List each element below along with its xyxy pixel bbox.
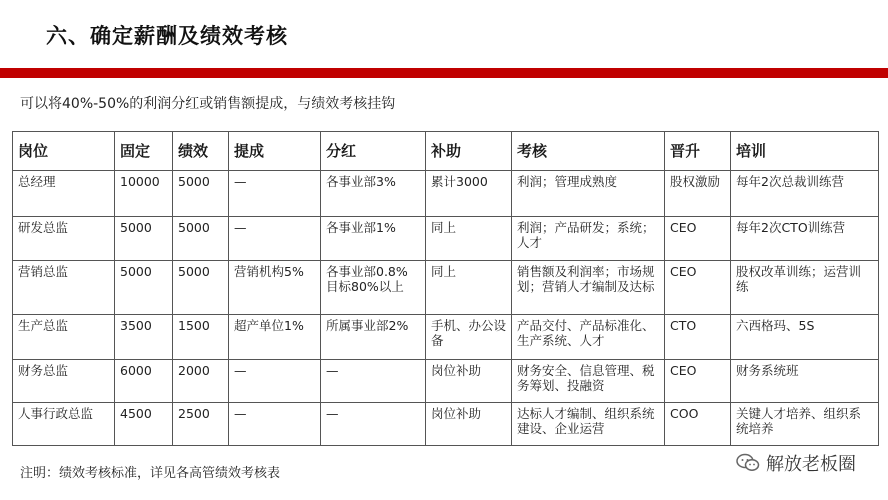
table-cell: 5000 [115,217,173,261]
table-cell: 财务系统班 [731,360,879,403]
table-cell: 产品交付、产品标准化、生产系统、人才 [512,315,665,360]
table-cell: 超产单位1% [229,315,321,360]
subtitle: 可以将40%-50%的利润分红或销售额提成，与绩效考核挂钩 [20,96,396,112]
table-cell: 5000 [173,217,229,261]
table-cell: 达标人才编制、组织系统建设、企业运营 [512,403,665,446]
header-cell: 补助 [426,132,512,171]
table-cell: 各事业部0.8% 目标80%以上 [321,261,426,315]
table-cell: — [321,403,426,446]
slide-title: 六、确定薪酬及绩效考核 [46,24,288,48]
table-cell: 10000 [115,171,173,217]
table-cell: 同上 [426,261,512,315]
table-cell: 4500 [115,403,173,446]
table-cell: — [229,360,321,403]
table-cell: 同上 [426,217,512,261]
table-row [13,171,879,217]
header-cell: 提成 [229,132,321,171]
table-cell: CEO [665,217,731,261]
table-cell: COO [665,403,731,446]
table-cell: — [229,217,321,261]
header-cell: 岗位 [13,132,115,171]
header-cell: 分红 [321,132,426,171]
table-cell: 1500 [173,315,229,360]
table-cell: 累计3000 [426,171,512,217]
wechat-icon [736,453,760,473]
table-cell: 各事业部3% [321,171,426,217]
footnote: 注明：绩效考核标准，详见各高管绩效考核表 [20,466,281,481]
title-divider-bar [0,68,888,78]
table-cell: 营销机构5% [229,261,321,315]
table-cell: 3500 [115,315,173,360]
table-cell: 研发总监 [13,217,115,261]
header-cell: 考核 [512,132,665,171]
watermark-label: 解放老板圈 [766,454,856,475]
table-row [13,315,879,360]
table-cell: 营销总监 [13,261,115,315]
table-row [13,217,879,261]
table-cell: CEO [665,360,731,403]
watermark [736,450,856,476]
compensation-table [12,131,879,446]
table-cell: 5000 [173,261,229,315]
table-cell: 6000 [115,360,173,403]
table-cell: CTO [665,315,731,360]
table-cell: 每年2次总裁训练营 [731,171,879,217]
table-cell: 关键人才培养、组织系统培养 [731,403,879,446]
header-cell: 晋升 [665,132,731,171]
header-cell: 绩效 [173,132,229,171]
table-row [13,403,879,446]
table-cell: 财务安全、信息管理、税务筹划、投融资 [512,360,665,403]
table-cell: CEO [665,261,731,315]
table-cell: 总经理 [13,171,115,217]
table-row [13,360,879,403]
table-cell: 岗位补助 [426,403,512,446]
table-cell: 财务总监 [13,360,115,403]
table-cell: 销售额及利润率；市场规划；营销人才编制及达标 [512,261,665,315]
table-cell: 5000 [173,171,229,217]
table-cell: 人事行政总监 [13,403,115,446]
table-header-row [13,132,879,171]
table-cell: 股权激励 [665,171,731,217]
table-cell: 利润；产品研发；系统；人才 [512,217,665,261]
table-cell: 所属事业部2% [321,315,426,360]
table-cell: — [229,171,321,217]
table-cell: 2000 [173,360,229,403]
table-cell: 六西格玛、5S [731,315,879,360]
table-cell: 手机、办公设备 [426,315,512,360]
table-row [13,261,879,315]
header-cell: 固定 [115,132,173,171]
table-cell: 2500 [173,403,229,446]
table-cell: 5000 [115,261,173,315]
table-cell: — [229,403,321,446]
table-cell: 股权改革训练；运营训练 [731,261,879,315]
table-cell: 岗位补助 [426,360,512,403]
table-cell: 利润；管理成熟度 [512,171,665,217]
table-cell: 每年2次CTO训练营 [731,217,879,261]
table-cell: — [321,360,426,403]
table-cell: 生产总监 [13,315,115,360]
header-cell: 培训 [731,132,879,171]
table-cell: 各事业部1% [321,217,426,261]
